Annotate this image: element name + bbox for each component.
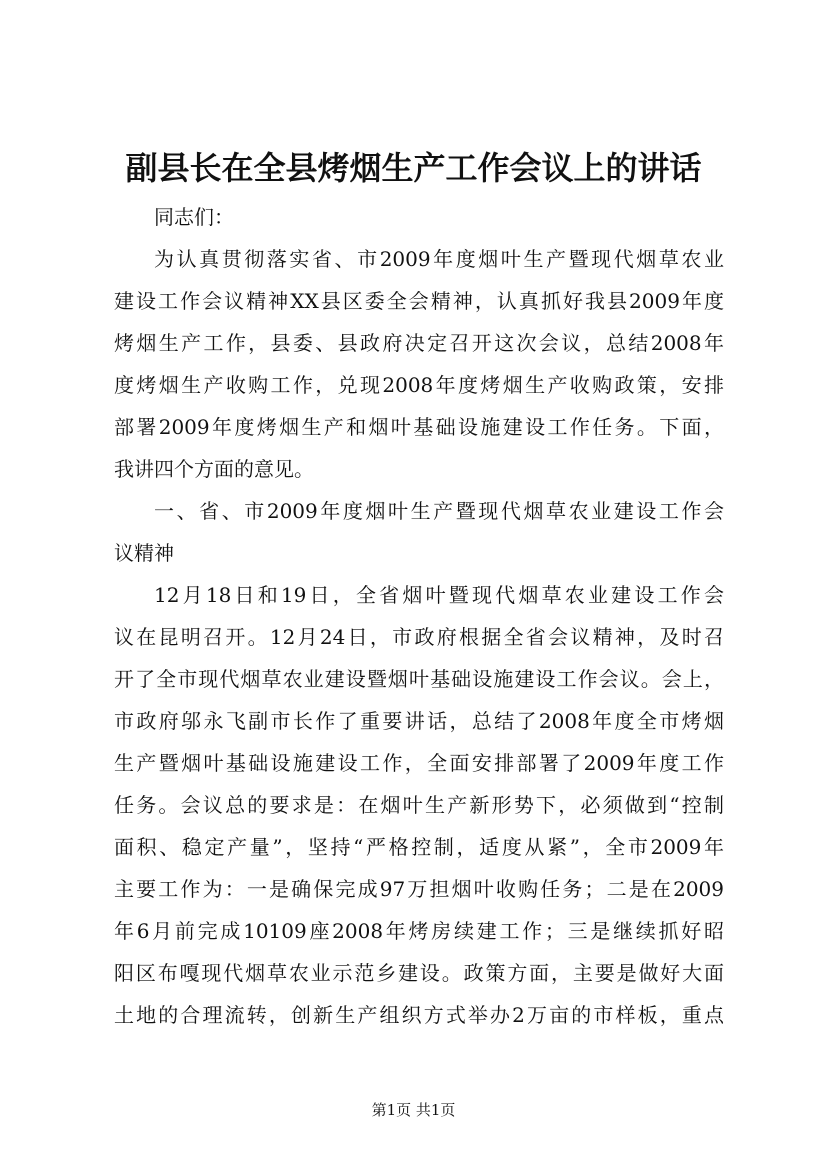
paragraph-line: 度烤烟生产收购工作，兑现2008年度烤烟生产收购政策，安排 <box>114 373 724 397</box>
paragraph-line: 土地的合理流转，创新生产组织方式举办2万亩的市样板，重点 <box>114 1003 724 1027</box>
paragraph-line: 开了全市现代烟草农业建设暨烟叶基础设施建设工作会议。会上， <box>114 667 724 691</box>
paragraph-line: 任务。会议总的要求是：在烟叶生产新形势下，必须做到“控制 <box>114 793 724 817</box>
section-heading-line: 一、省、市2009年度烟叶生产暨现代烟草农业建设工作会 <box>154 499 724 523</box>
section-heading-line: 议精神 <box>114 541 174 565</box>
paragraph-line: 生产暨烟叶基础设施建设工作，全面安排部署了2009年度工作 <box>114 751 724 775</box>
page-number-footer: 第1页 共1页 <box>371 1101 456 1119</box>
paragraph-line: 12月18日和19日，全省烟叶暨现代烟草农业建设工作会 <box>154 583 724 607</box>
paragraph-line: 建设工作会议精神XX县区委全会精神，认真抓好我县2009年度 <box>114 289 724 313</box>
document-body <box>114 196 724 1036</box>
paragraph-line: 我讲四个方面的意见。 <box>114 457 314 481</box>
paragraph-line: 烤烟生产工作，县委、县政府决定召开这次会议，总结2008年 <box>114 331 724 355</box>
salutation-line: 同志们： <box>154 205 234 229</box>
paragraph-line: 面积、稳定产量”，坚持“严格控制，适度从紧”，全市2009年 <box>114 835 724 859</box>
paragraph-line: 主要工作为：一是确保完成97万担烟叶收购任务；二是在2009 <box>114 877 724 901</box>
paragraph-line: 为认真贯彻落实省、市2009年度烟叶生产暨现代烟草农业 <box>154 247 724 271</box>
paragraph-line: 阳区布嘎现代烟草农业示范乡建设。政策方面，主要是做好大面 <box>114 961 724 985</box>
paragraph-line: 年6月前完成10109座2008年烤房续建工作；三是继续抓好昭 <box>114 919 724 943</box>
paragraph-line: 部署2009年度烤烟生产和烟叶基础设施建设工作任务。下面， <box>114 415 724 439</box>
paragraph-line: 议在昆明召开。12月24日，市政府根据全省会议精神，及时召 <box>114 625 724 649</box>
paragraph-line: 市政府邬永飞副市长作了重要讲话，总结了2008年度全市烤烟 <box>114 709 724 733</box>
document-title: 副县长在全县烤烟生产工作会议上的讲话 <box>125 149 702 187</box>
